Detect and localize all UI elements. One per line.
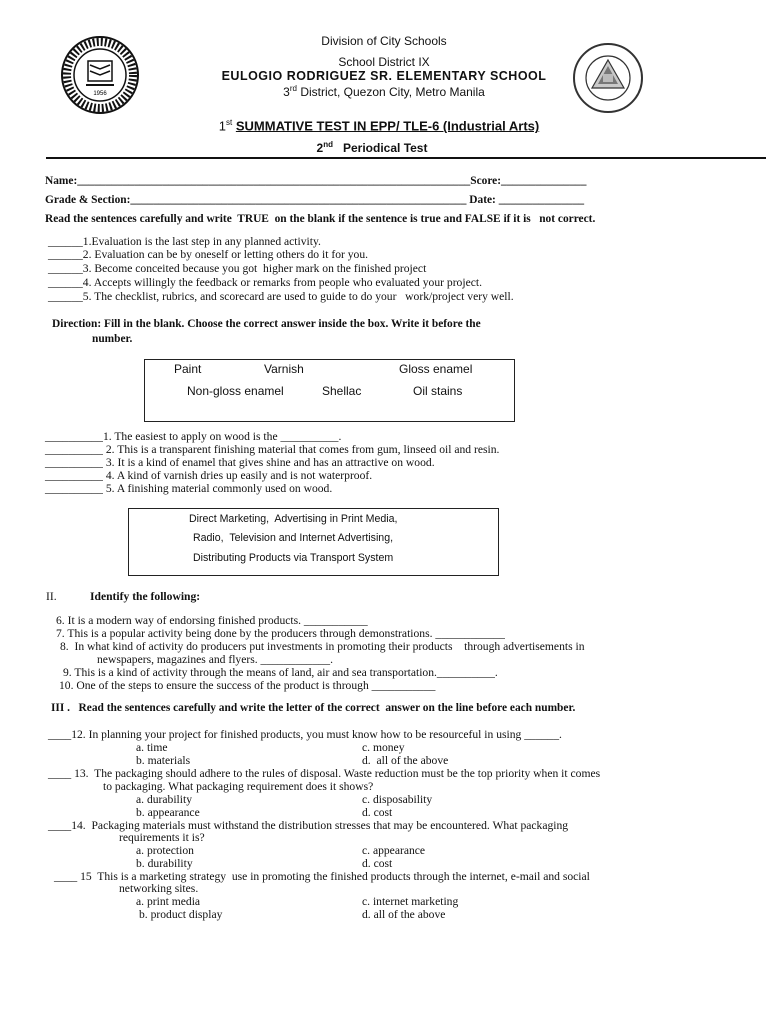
list-item: ______4. Accepts willingly the feedback or remarks from people who evaluated your project. xyxy=(48,276,482,289)
list-item: __________ 4. A kind of varnish dries up easily and is not waterproof. xyxy=(45,469,373,482)
option: a. protection xyxy=(136,844,194,857)
choice-oil-stains: Oil stains xyxy=(413,384,463,398)
choice-non-gloss-enamel: Non-gloss enamel xyxy=(187,384,284,398)
part2-direction-cont: number. xyxy=(92,333,133,345)
school-name: EULOGIO RODRIGUEZ SR. ELEMENTARY SCHOOL xyxy=(221,69,547,83)
marketing-line: Direct Marketing, Advertising in Print Media, xyxy=(189,513,398,525)
question-14-cont: requirements it is? xyxy=(119,831,205,844)
list-item: __________ 3. It is a kind of enamel that gives shine and has an attractive on wood. xyxy=(45,456,435,469)
question-14: ____14. Packaging materials must withstand the distribution stresses that may be encountered. What packaging xyxy=(48,819,569,832)
question-15: ____ 15 This is a marketing strategy use in promoting the finished products through the internet, e-mail and social xyxy=(54,870,590,883)
list-item: 9. This is a kind of activity through the means of land, air and sea transportation.__________. xyxy=(63,666,498,679)
list-item: 10. One of the steps to ensure the success of the product is through ___________ xyxy=(59,679,436,692)
option: d. cost xyxy=(362,806,393,819)
list-item: 7. This is a popular activity being done by the producers through demonstrations. ____________ xyxy=(56,627,505,640)
list-item: 6. It is a modern way of endorsing finished products. ___________ xyxy=(56,614,368,627)
option: b. materials xyxy=(136,754,191,767)
option: b. appearance xyxy=(136,806,200,819)
choice-varnish: Varnish xyxy=(264,362,304,376)
school-address: 3rd District, Quezon City, Metro Manila xyxy=(283,84,485,99)
marketing-line: Distributing Products via Transport System xyxy=(193,552,394,564)
list-item: ______1.Evaluation is the last step in any planned activity. xyxy=(48,235,321,248)
choice-paint: Paint xyxy=(174,362,202,376)
svg-text:1956: 1956 xyxy=(93,91,107,97)
list-item: ______3. Become conceited because you got higher mark on the finished project xyxy=(48,262,427,275)
option: a. print media xyxy=(136,895,201,908)
option: d. all of the above xyxy=(362,754,449,767)
question-13: ____ 13. The packaging should adhere to the rules of disposal. Waste reduction must be the top priority when it comes xyxy=(48,767,601,780)
part1-instruction: Read the sentences carefully and write TRUE on the blank if the sentence is true and FALSE if it is not correct. xyxy=(45,213,596,225)
option: c. money xyxy=(362,741,405,754)
division-title: Division of City Schools xyxy=(321,34,447,48)
list-item: __________ 2. This is a transparent finishing material that comes from gum, linseed oil and resin. xyxy=(45,443,500,456)
periodical-title: 2nd Periodical Test xyxy=(316,140,428,155)
option: d. cost xyxy=(362,857,393,870)
list-item: __________ 5. A finishing material commonly used on wood. xyxy=(45,482,333,495)
choice-gloss-enamel: Gloss enamel xyxy=(399,362,473,376)
name-score-field[interactable]: Name:_____________________________________________________________________Score:_______________ xyxy=(45,175,587,187)
option: b. product display xyxy=(139,908,223,921)
choice-shellac: Shellac xyxy=(322,384,362,398)
test-title: 1st SUMMATIVE TEST IN EPP/ TLE-6 (Industrial Arts) xyxy=(218,118,540,134)
grade-date-field[interactable]: Grade & Section:___________________________________________________________ Date: _______________ xyxy=(45,194,585,206)
option: c. internet marketing xyxy=(362,895,459,908)
option: b. durability xyxy=(136,857,193,870)
option: c. disposability xyxy=(362,793,433,806)
list-item: ______5. The checklist, rubrics, and scorecard are used to guide to do your work/project very well. xyxy=(48,290,514,303)
part3-heading: III . Read the sentences carefully and write the letter of the correct answer on the line before each number. xyxy=(51,702,576,714)
option: a. durability xyxy=(136,793,193,806)
question-13-cont: to packaging. What packaging requirement does it shows? xyxy=(103,780,374,793)
list-item: ______2. Evaluation can be by oneself or letting others do it for you. xyxy=(48,248,369,261)
part2-direction: Direction: Fill in the blank. Choose the correct answer inside the box. Write it before the xyxy=(52,318,481,330)
option: c. appearance xyxy=(362,844,426,857)
part2-heading: Identify the following: xyxy=(90,590,201,603)
marketing-line: Radio, Television and Internet Advertising, xyxy=(193,532,394,544)
list-item: __________1. The easiest to apply on wood is the __________. xyxy=(45,430,342,443)
list-item: 8. In what kind of activity do producers put investments in promoting their products through advertisements in xyxy=(60,640,585,653)
question-12: ____12. In planning your project for finished products, you must know how to be resourceful in using ______. xyxy=(48,728,562,741)
district-title: School District IX xyxy=(338,55,430,69)
part2-numeral: II. xyxy=(46,590,57,603)
option: d. all of the above xyxy=(362,908,446,921)
list-item: newspapers, magazines and flyers. ____________. xyxy=(97,653,334,666)
header-divider xyxy=(46,157,766,159)
question-15-cont: networking sites. xyxy=(119,882,199,895)
option: a. time xyxy=(136,741,168,754)
